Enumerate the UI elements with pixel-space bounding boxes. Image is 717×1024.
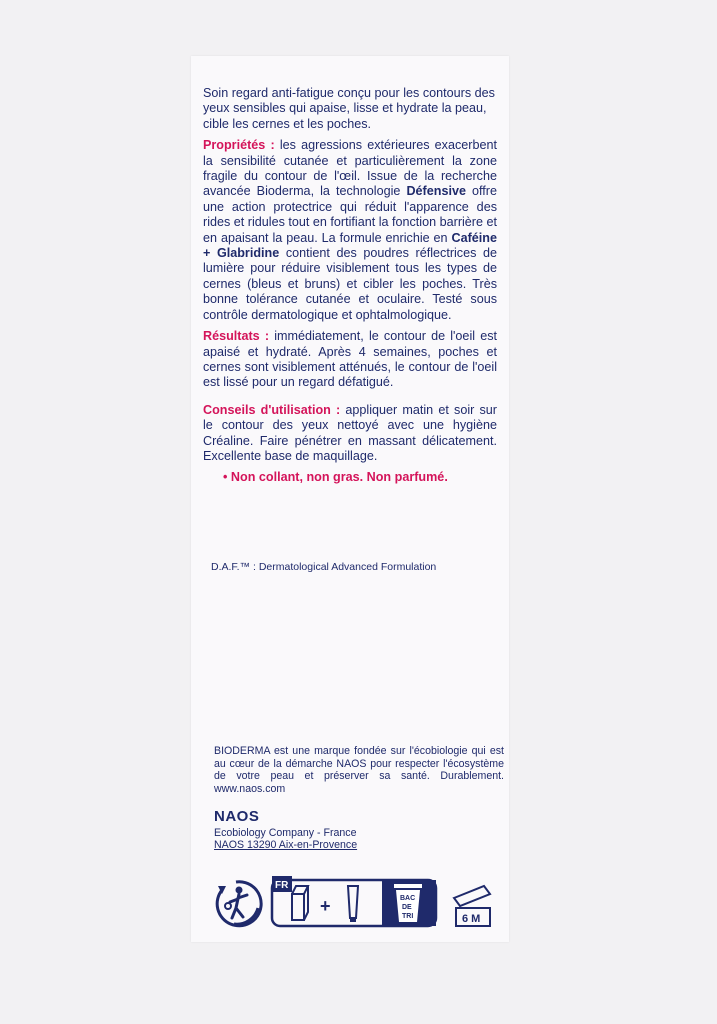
info-tri-frame <box>272 876 436 926</box>
daf-note: D.A.F.™ : Dermatological Advanced Formulation <box>211 561 437 573</box>
intro-text: Soin regard anti-fatigue conçu pour les contours des yeux sensibles qui apaise, lisse et hydrate la peau, cible les cernes et les poches. <box>203 86 495 131</box>
tube-icon <box>348 886 358 922</box>
proprietes-text-2: offre une action protectrice qui réduit l'apparence des rides et ridules tout en fortifiant la fonction barrière et en apaisant la peau. La formule enrichie en <box>203 184 498 245</box>
proprietes-bold-2: Caféine + Glabridine <box>203 230 497 261</box>
proprietes-label: Propriétés : <box>203 138 275 153</box>
resultats-label: Résultats : <box>203 329 270 344</box>
naos-address-line: NAOS 13290 Aix-en-Provence <box>214 839 358 851</box>
conseils-section <box>203 403 497 465</box>
conseils-label: Conseils d'utilisation : <box>203 402 341 417</box>
triman-icon <box>217 882 261 926</box>
bin-label-2: DE <box>402 904 412 911</box>
bullet-claim: • Non collant, non gras. Non parfumé. <box>223 470 448 485</box>
recycling-icons <box>214 868 504 932</box>
pao-jar-icon <box>454 886 490 926</box>
recycling-icons-svg <box>214 868 504 932</box>
naos-company-line: Ecobiology Company - France <box>214 827 357 839</box>
proprietes-section <box>203 138 497 323</box>
proprietes-text-3: contient des poudres réflectrices de lumière pour réduire visiblement tous les types de cernes (bleus et bruns) et cibler les poches. Très bonne tolérance cutanée et oculaire. Testé sous contrôle dermatologique et ophtalmologique. <box>203 246 498 322</box>
resultats-section <box>203 329 497 391</box>
info-tri-country: FR <box>275 880 289 891</box>
resultats-text: immédiatement, le contour de l'oeil est apaisé et hydraté. Après 4 semaines, poches et cernes sont visiblement atténués, le contour de l'oeil est lissé pour un regard défatigué. <box>203 329 497 390</box>
naos-title: NAOS <box>214 808 260 825</box>
plus-sign: + <box>320 896 331 916</box>
ecobiology-text: BIODERMA est une marque fondée sur l'écobiologie qui est au cœur de la démarche NAOS pour respecter l'écosystème de votre peau et préserver sa santé. Durablement. www.naos.com <box>214 745 504 795</box>
bin-label-3: TRI <box>402 913 414 920</box>
product-description <box>203 86 497 486</box>
proprietes-bold-1: Défensive <box>406 184 466 199</box>
bin-label-1: BAC <box>400 895 416 902</box>
carton-box-icon <box>292 886 308 920</box>
pao-label: 6 M <box>462 913 481 925</box>
conseils-text: appliquer matin et soir sur le contour des yeux nettoyé avec une hygiène Créaline. Faire pénétrer en massant délicatement. Excellente base de maquillage. <box>203 402 497 463</box>
proprietes-text-1: les agressions extérieures exacerbent la sensibilité cutanée et particulièrement la zone fragile du contour de l'œil. Issue de la recherche avancée Bioderma, la technologie <box>203 138 497 199</box>
